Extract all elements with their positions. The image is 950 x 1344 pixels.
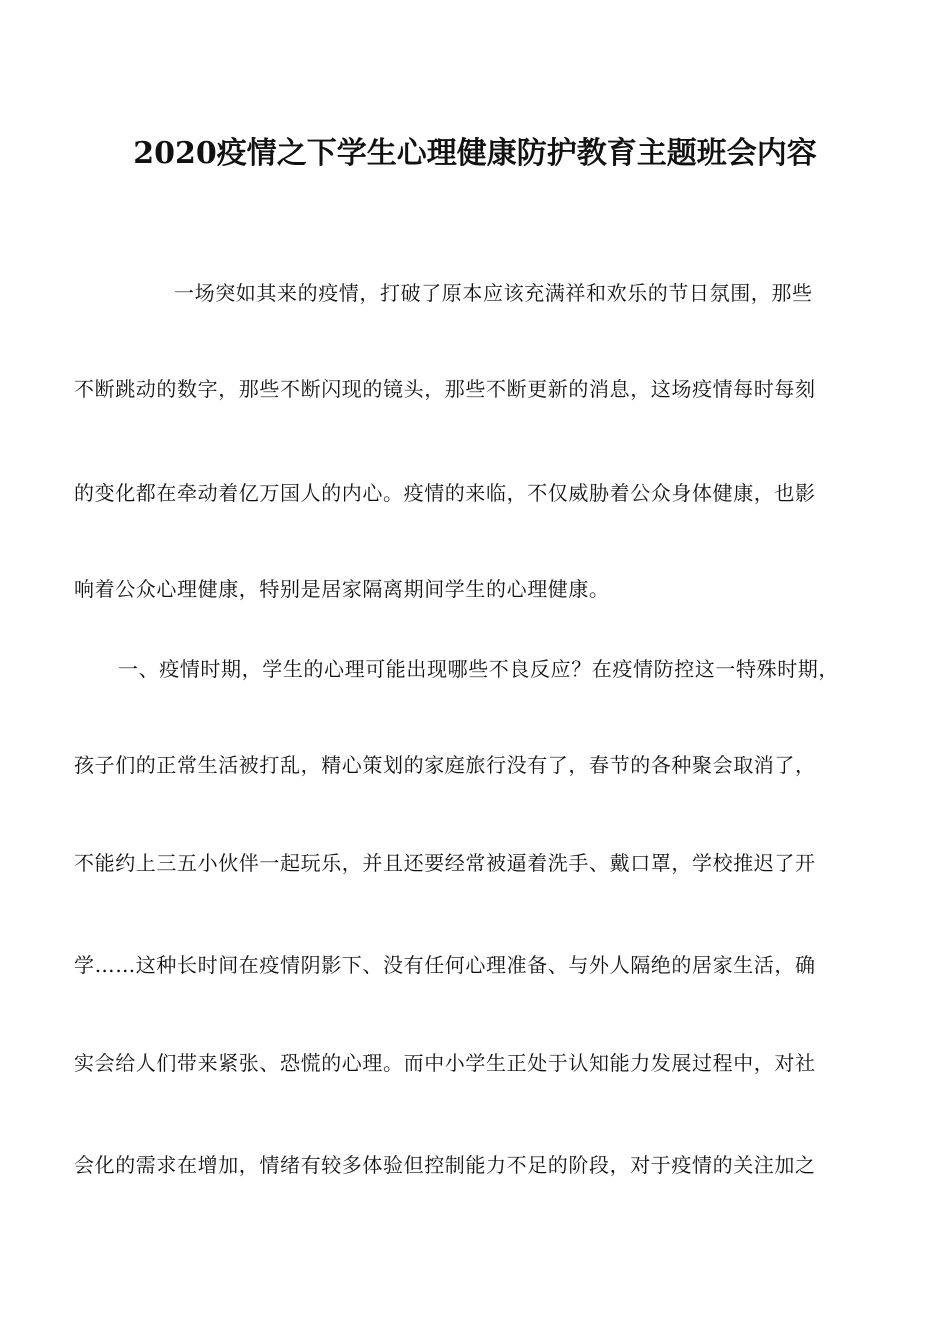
- paragraph-line: 学……这种长时间在疫情阴影下、没有任何心理准备、与外人隔绝的居家生活，确: [74, 953, 816, 977]
- paragraph-line: 实会给人们带来紧张、恐慌的心理。而中小学生正处于认知能力发展过程中，对社: [74, 1051, 816, 1075]
- paragraph-line: 孩子们的正常生活被打乱，精心策划的家庭旅行没有了，春节的各种聚会取消了，: [74, 753, 816, 777]
- paragraph-line: 的变化都在牵动着亿万国人的内心。疫情的来临，不仅威胁着公众身体健康，也影: [74, 481, 816, 505]
- paragraph-line: 一、疫情时期，学生的心理可能出现哪些不良反应？在疫情防控这一特殊时期，: [118, 657, 839, 681]
- paragraph-line: 会化的需求在增加，情绪有较多体验但控制能力不足的阶段，对于疫情的关注加之: [74, 1153, 816, 1177]
- document-title: 2020疫情之下学生心理健康防护教育主题班会内容: [133, 136, 817, 171]
- paragraph-line: 响着公众心理健康，特别是居家隔离期间学生的心理健康。: [74, 577, 610, 601]
- paragraph-line: 一场突如其来的疫情，打破了原本应该充满祥和欢乐的节日氛围，那些: [174, 281, 813, 305]
- paragraph-line: 不能约上三五小伙伴一起玩乐，并且还要经常被逼着洗手、戴口罩，学校推迟了开: [74, 851, 816, 875]
- paragraph-line: 不断跳动的数字，那些不断闪现的镜头，那些不断更新的消息，这场疫情每时每刻: [74, 377, 816, 401]
